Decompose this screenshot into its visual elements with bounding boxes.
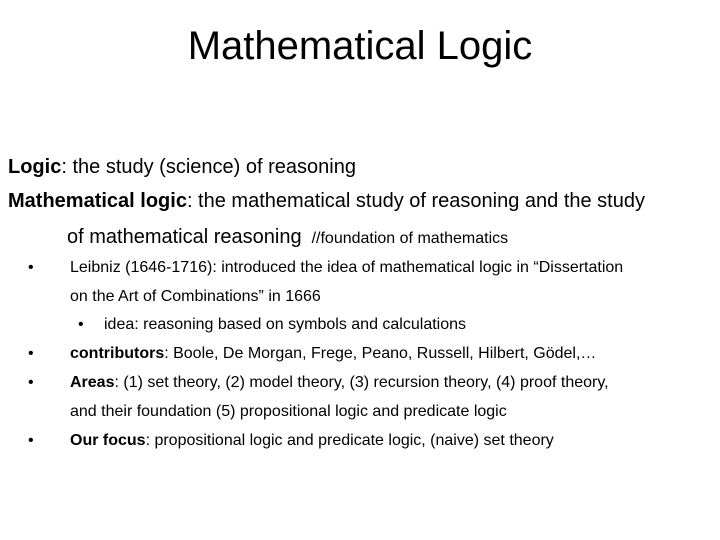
bullet-contributors xyxy=(28,343,596,365)
definition-continuation xyxy=(67,224,508,252)
leibniz-line-1: Leibniz (1646-1716): introduced the idea of mathematical logic in “Dissertation xyxy=(70,259,624,276)
definition-logic xyxy=(8,154,356,180)
idea-text: idea: reasoning based on symbols and calculations xyxy=(104,316,467,333)
contributors-text: : Boole, De Morgan, Frege, Peano, Russell, Hilbert, Gödel,… xyxy=(164,345,597,362)
bullet-focus xyxy=(28,430,554,452)
definition-text: : the study (science) of reasoning xyxy=(61,156,356,178)
contributors-term: contributors xyxy=(70,345,165,362)
continuation-text: of mathematical reasoning xyxy=(67,226,302,248)
sub-bullet-idea xyxy=(78,314,466,336)
definition-term: Mathematical logic xyxy=(8,190,187,212)
areas-line-1: : (1) set theory, (2) model theory, (3) recursion theory, (4) proof theory, xyxy=(114,374,609,391)
bullet-dot: • xyxy=(28,374,34,391)
areas-term: Areas xyxy=(70,374,115,391)
areas-line-2: and their foundation (5) propositional logic and predicate logic xyxy=(70,403,507,420)
foundation-note: //foundation of mathematics xyxy=(311,230,509,247)
sub-bullet-dot: • xyxy=(78,316,84,333)
bullet-dot: • xyxy=(28,345,34,362)
bullet-dot: • xyxy=(28,259,34,276)
definition-term: Logic xyxy=(8,156,62,178)
bullet-dot: • xyxy=(28,432,34,449)
slide-title: Mathematical Logic xyxy=(187,24,533,68)
leibniz-line-2: on the Art of Combinations” in 1666 xyxy=(70,288,321,305)
definition-mathematical-logic xyxy=(8,188,645,214)
bullet-areas xyxy=(28,372,609,394)
bullet-leibniz xyxy=(28,257,623,279)
focus-term: Our focus xyxy=(70,432,146,449)
definition-text: : the mathematical study of reasoning and the study xyxy=(186,190,645,212)
focus-text: : propositional logic and predicate logic, (naive) set theory xyxy=(145,432,554,449)
